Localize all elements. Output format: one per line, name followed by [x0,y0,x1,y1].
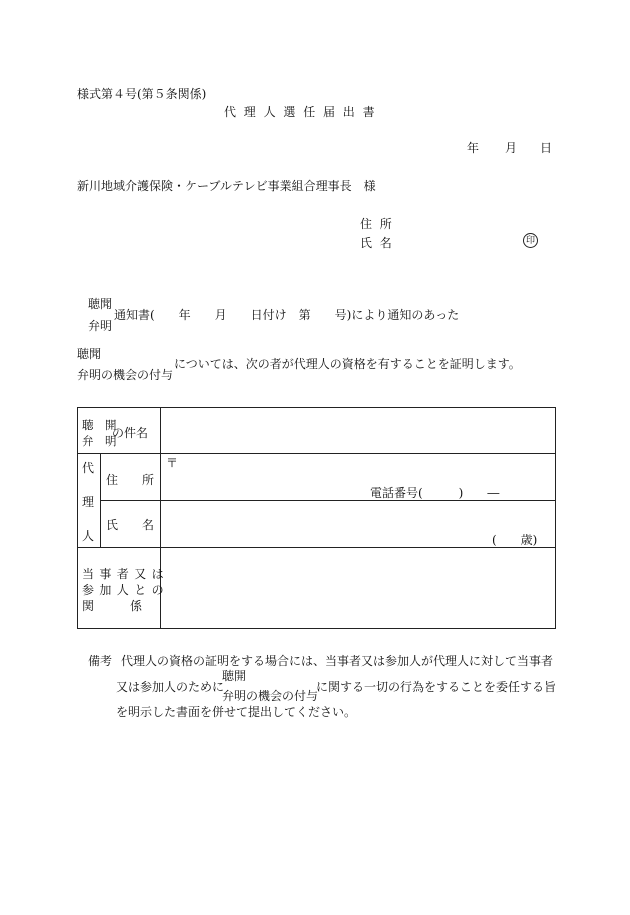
relation-label-line: 参加人との [82,583,170,597]
remarks-line: を明示した書面を併せて提出してください。 [116,705,357,719]
notice-alt-hearing: 聴聞 [88,297,113,311]
remarks-alt-defense: 弁明の機会の付与 [222,689,319,703]
remarks-line2-prefix: 又は参加人のために [116,680,225,694]
notice-alt-defense: 弁明 [88,319,113,333]
submitter-address-label: 住所 [360,217,400,231]
case-alt-defense: 弁 明 [82,434,117,448]
table-divider [100,500,556,501]
addressee: 新川地域介護保険・ケーブルテレビ事業組合理事長 様 [77,179,376,193]
agent-address-label: 住 所 [106,473,155,487]
agent-char: 理 [82,495,95,509]
table-divider [100,453,101,547]
date-month: 月 [505,141,518,155]
age-label: ( 歳) [492,533,538,547]
seal-mark: 印 [523,233,538,248]
agent-name-field[interactable] [165,506,485,542]
phone-label: 電話番号( ) ― [370,486,500,500]
proceeding-alt-hearing: 聴聞 [77,347,102,361]
submitter-name-label: 氏名 [360,236,400,250]
page-title: 代理人選任届出書 [224,105,383,119]
agent-address-field[interactable] [165,468,550,496]
date-year: 年 [467,141,480,155]
remarks-alt-hearing: 聴開 [222,669,247,683]
case-alt-hearing: 聴 開 [82,418,117,432]
case-name-field[interactable] [165,420,550,446]
date-day: 日 [540,141,553,155]
case-suffix: の件名 [112,426,149,440]
remarks-line: 代理人の資格の証明をする場合には、当事者又は参加人が代理人に対して当事者 [121,654,554,668]
table-divider [77,547,556,548]
remarks-label: 備考 [88,654,113,668]
relation-label-line: 当事者又は [82,567,170,581]
agent-name-label: 氏 名 [106,518,155,532]
postal-mark: 〒 [166,456,179,470]
relation-field[interactable] [165,555,550,621]
relation-label-line: 関 係 [82,599,143,613]
agent-char: 人 [82,529,95,543]
remarks-line2-suffix: に関する一切の行為をすることを委任する旨 [316,680,557,694]
form-number: 様式第４号(第５条関係) [77,87,207,101]
notice-sentence: 通知書( 年 月 日付け 第 号)により通知のあった [114,308,460,322]
table-divider [77,453,556,454]
proceeding-alt-defense: 弁明の機会の付与 [77,368,174,382]
proceeding-sentence: については、次の者が代理人の資格を有することを証明します。 [174,357,521,371]
agent-char: 代 [82,461,95,475]
